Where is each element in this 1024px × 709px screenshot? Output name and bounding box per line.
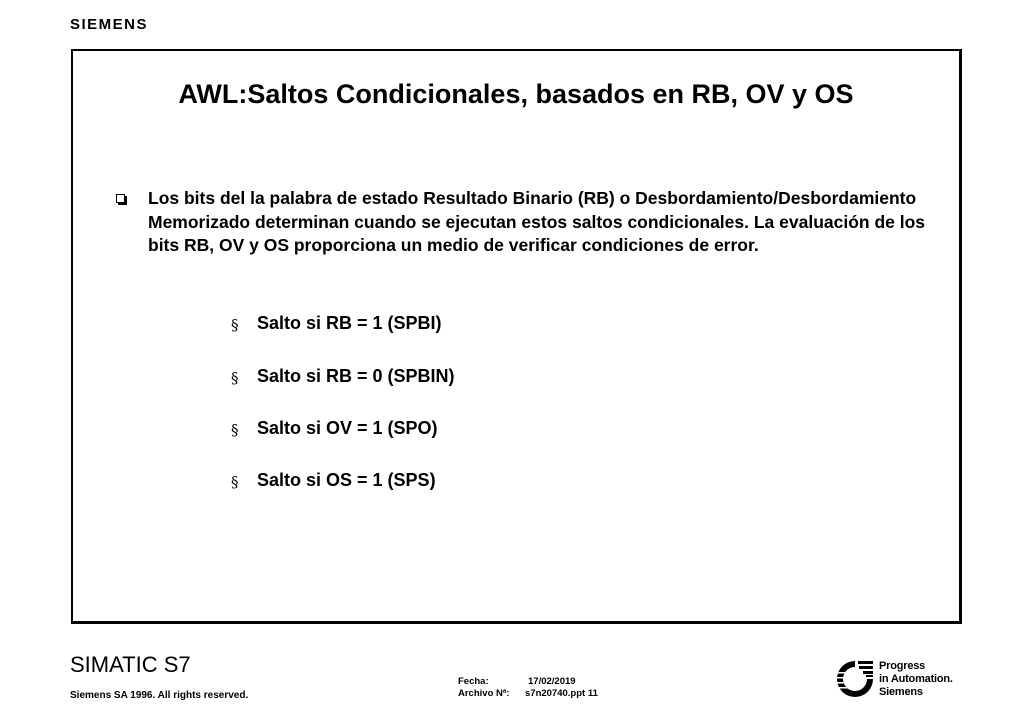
progress-logo-icon xyxy=(834,658,876,700)
copyright-text: Siemens SA 1996. All rights reserved. xyxy=(70,690,249,701)
file-value: s7n20740.ppt 11 xyxy=(525,688,598,699)
section-sign-icon: § xyxy=(231,421,239,439)
main-bullet-text: Los bits del la palabra de estado Resultado Binario (RB) o Desbordamiento/Desbordamiento Memorizado determinan cuando se ejecutan estos saltos condicionales. La evaluación de los bits RB, OV y OS proporciona un medio de verificar condiciones de error. xyxy=(148,188,926,255)
file-label: Archivo Nª: xyxy=(458,688,510,699)
sub-bullet-label: Salto si RB = 0 (SPBIN) xyxy=(257,366,455,386)
slide-title: AWL:Saltos Condicionales, basados en RB, OV y OS xyxy=(178,79,854,109)
section-sign-icon: § xyxy=(231,316,239,334)
date-value: 17/02/2019 xyxy=(528,676,576,687)
section-sign-icon: § xyxy=(231,473,239,491)
sub-bullet-label: Salto si OV = 1 (SPO) xyxy=(257,418,438,438)
checkbox-bullet-icon xyxy=(115,192,129,206)
slogan-line: Progress xyxy=(879,660,926,672)
slogan-line: Siemens xyxy=(879,686,923,698)
sub-bullet-label: Salto si RB = 1 (SPBI) xyxy=(257,313,442,333)
slogan-line: in Automation. xyxy=(879,673,953,685)
slogan xyxy=(879,660,953,699)
slide-frame xyxy=(71,49,962,624)
date-label: Fecha: xyxy=(458,676,489,687)
siemens-logo: SIEMENS xyxy=(70,16,149,33)
section-sign-icon: § xyxy=(231,369,239,387)
sub-bullet-label: Salto si OS = 1 (SPS) xyxy=(257,470,436,490)
product-name: SIMATIC S7 xyxy=(70,652,191,677)
